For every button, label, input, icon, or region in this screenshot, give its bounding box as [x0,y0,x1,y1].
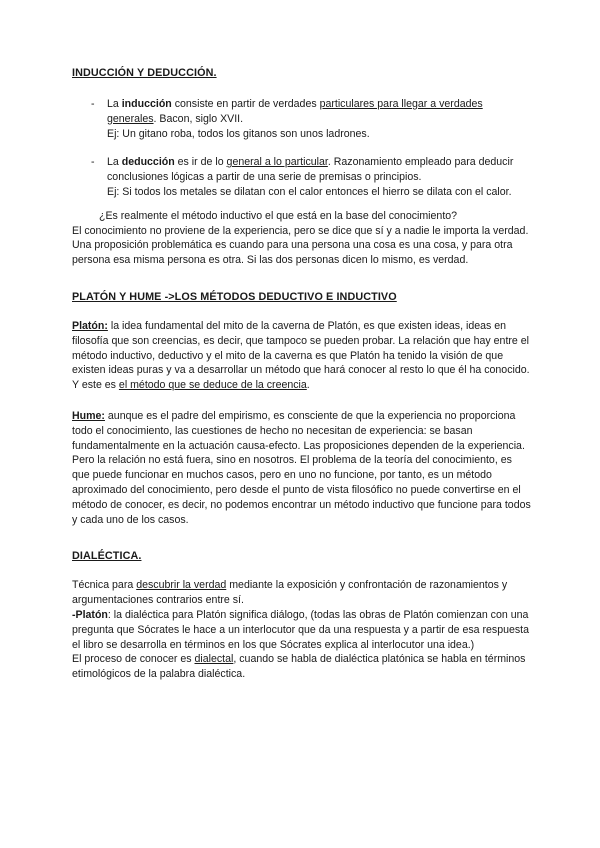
underlined-phrase: general a lo particular [226,156,328,169]
heading-induccion-deduccion: INDUCCIÓN Y DEDUCCIÓN. [72,67,217,79]
bullet-dash: - [91,98,95,110]
label-platon-dialectica: -Platón [72,608,108,621]
heading-platon-hume: PLATÓN Y HUME ->LOS MÉTODOS DEDUCTIVO E INDUCTIVO [72,290,397,303]
paragraph-dialectica-platon: -Platón: la dialéctica para Platón significa diálogo, (todas las obras de Platón comienzan con una pregunta que Sócrates le hace a un interlocutor que da una respuesta y a partir de esa respuesta el libro se desarrolla en términos en los que Sócrates explica al interlocutor una idea.) [72,608,530,651]
underlined-phrase: particulares para llegar a verdades generales [107,98,483,125]
heading-dialectica: DIALÉCTICA. [72,550,142,563]
paragraph-conocimiento: El conocimiento no proviene de la experiencia, pero se dice que sí y a nadie le importa la verdad. Una proposición problemática es cuando para una persona una cosa es una cosa, y para otra persona esa misma persona es otra. Si las dos personas dicen lo mismo, es verdad. [72,224,529,267]
paragraph-platon: Platón: la idea fundamental del mito de la caverna de Platón, es que existen ideas, ideas en filosofía que son creencias, es decir, que tampoco se pueden probar. La relación que hay entre el método inductivo, deductivo y el mito de la caverna es que Platón ha tenido la visión de que existen ideas puras y va a desarrollar un método que hará conocer al resto lo que él ha conocido. Y este es el método que se deduce de la creencia. [72,319,530,392]
question-text: ¿Es realmente el método inductivo el que está en la base del conocimiento? [99,209,458,222]
bullet-induccion [72,97,532,141]
underlined-phrase: dialectal [194,653,234,666]
paragraph-hume: Hume: aunque es el padre del empirismo, es consciente de que la experiencia no proporciona todo el conocimiento, las cuestiones de hecho no necesitan de experiencia: se basan fundamentalmente en la actuación causa-efecto. Las proposiciones dependen de la experiencia. Pero la relación no está fuera, sino en nosotros. El problema de la teoría del conocimiento, es que puede funcionar en muchos casos, pero en uno no funcione, por tanto, es un método aproximado del conocimiento, pero desde el punto de vista filosófico no puede convertirse en el método de conocer, es decir, no podemos encontrar un método inductivo que funcione para todos y cada uno de los casos. [72,409,531,526]
label-platon: Platón: [72,319,108,332]
induccion-example: Ej: Un gitano roba, todos los gitanos son unos ladrones. [107,127,370,140]
deduccion-definition: La deducción es ir de lo general a lo particular. Razonamiento empleado para deducir conclusiones lógicas a partir de una serie de premisas o principios. [107,156,514,184]
paragraph-dialectica-final: El proceso de conocer es dialectal, cuando se habla de dialéctica platónica se habla en términos etimológicos de la palabra dialéctica. [72,653,526,681]
bullet-dash: - [91,156,95,169]
bullet-deduccion [72,155,532,199]
deduccion-example: Ej: Si todos los metales se dilatan con el calor entonces el hierro se dilata con el calor. [107,185,512,198]
term-induccion: inducción [121,98,172,110]
underlined-phrase: el método que se deduce de la creencia [118,379,307,392]
document-page [72,66,532,682]
induccion-definition: La inducción consiste en partir de verdades particulares para llegar a verdades generales. Bacon, siglo XVII. [107,98,483,125]
paragraph-dialectica-intro: Técnica para descubrir la verdad mediante la exposición y confrontación de razonamientos y argumentaciones contrarios entre sí. [72,579,508,607]
label-hume: Hume: [72,409,105,422]
underlined-phrase: descubrir la verdad [136,579,227,592]
term-deduccion: deducción [121,156,175,169]
